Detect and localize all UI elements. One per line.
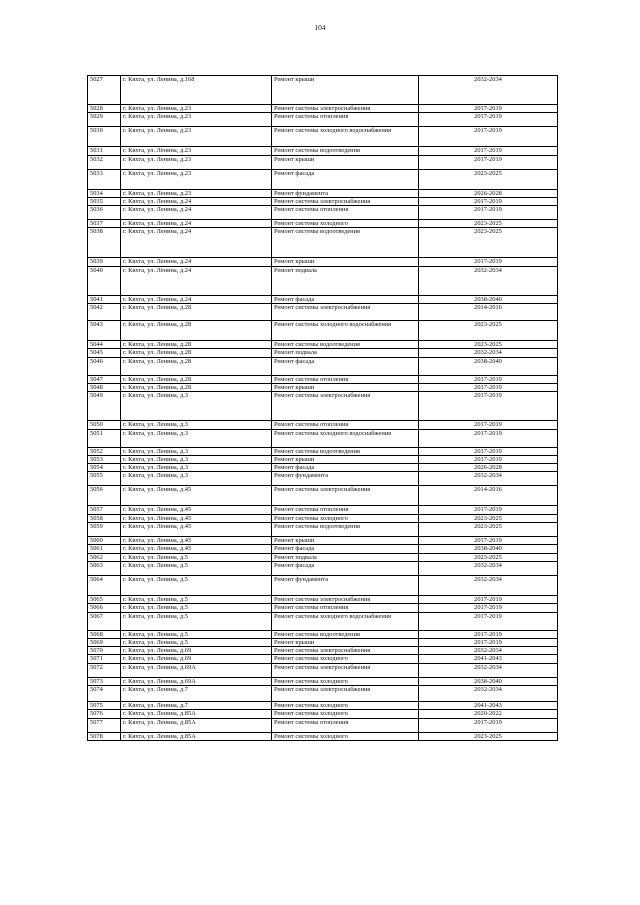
- table-row: [88, 537, 558, 545]
- table-row: [88, 630, 558, 638]
- row-address: г. Кяхта, ул. Ленина, д.5: [121, 575, 272, 595]
- row-number: 5055: [88, 472, 121, 486]
- row-work-type: Ремонт системы водоотведения: [272, 147, 419, 155]
- row-address: г. Кяхта, ул. Ленина, д.23: [121, 127, 272, 147]
- row-address: г. Кяхта, ул. Ленина, д.23: [121, 169, 272, 189]
- row-period: 2032-2034: [419, 663, 558, 677]
- row-address: г. Кяхта, ул. Ленина, д.28: [121, 304, 272, 321]
- row-period: 2026-2028: [419, 189, 558, 197]
- row-period: 2017-2019: [419, 147, 558, 155]
- row-number: 5031: [88, 147, 121, 155]
- row-work-type: Ремонт крыши: [272, 455, 419, 463]
- table-row: [88, 375, 558, 383]
- table-row: [88, 266, 558, 295]
- row-number: 5066: [88, 604, 121, 612]
- row-number: 5038: [88, 228, 121, 258]
- row-number: 5060: [88, 537, 121, 545]
- table-row: [88, 447, 558, 455]
- row-number: 5041: [88, 295, 121, 303]
- row-number: 5075: [88, 702, 121, 710]
- row-address: г. Кяхта, ул. Ленина, д.24: [121, 258, 272, 266]
- row-address: г. Кяхта, ул. Ленина, д.45: [121, 523, 272, 537]
- table-row: [88, 228, 558, 258]
- row-period: 2017-2019: [419, 127, 558, 147]
- row-number: 5063: [88, 561, 121, 575]
- row-period: 2023-2025: [419, 169, 558, 189]
- row-number: 5042: [88, 304, 121, 321]
- row-period: 2023-2025: [419, 523, 558, 537]
- row-work-type: Ремонт подвала: [272, 266, 419, 295]
- row-period: 2020-2022: [419, 710, 558, 718]
- row-number: 5039: [88, 258, 121, 266]
- row-work-type: Ремонт фасада: [272, 464, 419, 472]
- row-number: 5051: [88, 429, 121, 447]
- row-address: г. Кяхта, ул. Ленина, д.3: [121, 429, 272, 447]
- row-work-type: Ремонт системы отопления: [272, 718, 419, 732]
- row-work-type: Ремонт крыши: [272, 76, 419, 105]
- row-number: 5052: [88, 447, 121, 455]
- row-period: 2014-2016: [419, 486, 558, 506]
- row-address: г. Кяхта, ул. Ленина, д.28: [121, 383, 272, 391]
- row-work-type: Ремонт системы отопления: [272, 113, 419, 127]
- table-row: [88, 197, 558, 205]
- row-number: 5073: [88, 677, 121, 685]
- row-period: 2017-2019: [419, 447, 558, 455]
- table-row: [88, 392, 558, 421]
- table-row: [88, 472, 558, 486]
- row-number: 5059: [88, 523, 121, 537]
- row-address: г. Кяхта, ул. Ленина, д.45: [121, 545, 272, 553]
- row-address: г. Кяхта, ул. Ленина, д.69А: [121, 663, 272, 677]
- row-number: 5040: [88, 266, 121, 295]
- row-address: г. Кяхта, ул. Ленина, д.5: [121, 604, 272, 612]
- row-work-type: Ремонт системы холодного водоснабжения: [272, 429, 419, 447]
- table-row: [88, 341, 558, 349]
- row-address: г. Кяхта, ул. Ленина, д.69: [121, 655, 272, 663]
- table-row: [88, 638, 558, 646]
- row-number: 5074: [88, 686, 121, 702]
- row-period: 2017-2019: [419, 383, 558, 391]
- row-address: г. Кяхта, ул. Ленина, д.7: [121, 702, 272, 710]
- row-work-type: Ремонт системы холодного: [272, 655, 419, 663]
- row-address: г. Кяхта, ул. Ленина, д.24: [121, 197, 272, 205]
- row-period: 2017-2019: [419, 537, 558, 545]
- row-number: 5069: [88, 638, 121, 646]
- table-row: [88, 702, 558, 710]
- row-number: 5064: [88, 575, 121, 595]
- row-work-type: Ремонт системы электроснабжения: [272, 197, 419, 205]
- table-row: [88, 655, 558, 663]
- row-period: 2038-2040: [419, 295, 558, 303]
- table-row: [88, 455, 558, 463]
- row-address: г. Кяхта, ул. Ленина, д.7: [121, 686, 272, 702]
- table-row: [88, 663, 558, 677]
- row-period: 2032-2034: [419, 266, 558, 295]
- table-row: [88, 76, 558, 105]
- row-work-type: Ремонт системы холодного водоснабжения: [272, 127, 419, 147]
- row-work-type: Ремонт системы холодного: [272, 514, 419, 522]
- table-row: [88, 105, 558, 113]
- row-work-type: Ремонт системы холодного: [272, 220, 419, 228]
- row-period: 2032-2034: [419, 686, 558, 702]
- row-number: 5044: [88, 341, 121, 349]
- row-work-type: Ремонт фасада: [272, 357, 419, 375]
- row-period: 2017-2019: [419, 258, 558, 266]
- row-number: 5047: [88, 375, 121, 383]
- row-number: 5076: [88, 710, 121, 718]
- table-row: [88, 127, 558, 147]
- row-period: 2032-2034: [419, 647, 558, 655]
- row-work-type: Ремонт системы водоотведения: [272, 228, 419, 258]
- row-period: 2017-2019: [419, 155, 558, 169]
- row-period: 2017-2019: [419, 612, 558, 630]
- row-period: 2017-2019: [419, 197, 558, 205]
- row-number: 5033: [88, 169, 121, 189]
- table-row: [88, 575, 558, 595]
- row-work-type: Ремонт системы электроснабжения: [272, 392, 419, 421]
- row-work-type: Ремонт системы отопления: [272, 206, 419, 220]
- row-work-type: Ремонт фасада: [272, 561, 419, 575]
- table-row: [88, 295, 558, 303]
- row-number: 5030: [88, 127, 121, 147]
- row-work-type: Ремонт подвала: [272, 349, 419, 357]
- row-work-type: Ремонт системы холодного водоснабжения: [272, 612, 419, 630]
- table-row: [88, 321, 558, 341]
- row-number: 5053: [88, 455, 121, 463]
- table-row: [88, 147, 558, 155]
- row-address: г. Кяхта, ул. Ленина, д.23: [121, 147, 272, 155]
- row-address: г. Кяхта, ул. Ленина, д.3: [121, 392, 272, 421]
- table-row: [88, 732, 558, 740]
- row-period: 2017-2019: [419, 455, 558, 463]
- row-work-type: Ремонт системы холодного: [272, 702, 419, 710]
- row-address: г. Кяхта, ул. Ленина, д.24: [121, 206, 272, 220]
- row-period: 2017-2019: [419, 630, 558, 638]
- row-number: 5065: [88, 595, 121, 603]
- row-work-type: Ремонт системы водоотведения: [272, 447, 419, 455]
- row-number: 5056: [88, 486, 121, 506]
- table-row: [88, 189, 558, 197]
- row-work-type: Ремонт системы отопления: [272, 604, 419, 612]
- row-period: 2017-2019: [419, 595, 558, 603]
- row-number: 5071: [88, 655, 121, 663]
- row-period: 2041-2043: [419, 655, 558, 663]
- row-number: 5070: [88, 647, 121, 655]
- row-work-type: Ремонт системы электроснабжения: [272, 686, 419, 702]
- row-address: г. Кяхта, ул. Ленина, д.28: [121, 375, 272, 383]
- row-period: 2017-2019: [419, 105, 558, 113]
- row-address: г. Кяхта, ул. Ленина, д.5: [121, 595, 272, 603]
- row-number: 5036: [88, 206, 121, 220]
- table-row: [88, 429, 558, 447]
- row-address: г. Кяхта, ул. Ленина, д.3: [121, 421, 272, 429]
- table-row: [88, 677, 558, 685]
- row-work-type: Ремонт системы холодного: [272, 677, 419, 685]
- row-address: г. Кяхта, ул. Ленина, д.45: [121, 506, 272, 514]
- row-period: 2032-2034: [419, 561, 558, 575]
- row-number: 5028: [88, 105, 121, 113]
- row-number: 5072: [88, 663, 121, 677]
- row-period: 2014-2016: [419, 304, 558, 321]
- row-work-type: Ремонт системы водоотведения: [272, 630, 419, 638]
- row-work-type: Ремонт системы холодного: [272, 710, 419, 718]
- table-row: [88, 514, 558, 522]
- row-work-type: Ремонт фундамента: [272, 472, 419, 486]
- row-period: 2017-2019: [419, 604, 558, 612]
- row-number: 5048: [88, 383, 121, 391]
- row-address: г. Кяхта, ул. Ленина, д.23: [121, 189, 272, 197]
- row-address: г. Кяхта, ул. Ленина, д.3: [121, 447, 272, 455]
- row-address: г. Кяхта, ул. Ленина, д.24: [121, 295, 272, 303]
- row-number: 5062: [88, 553, 121, 561]
- row-period: 2038-2040: [419, 677, 558, 685]
- table-row: [88, 506, 558, 514]
- row-number: 5032: [88, 155, 121, 169]
- row-address: г. Кяхта, ул. Ленина, д.23: [121, 105, 272, 113]
- row-period: 2032-2034: [419, 575, 558, 595]
- table-row: [88, 612, 558, 630]
- table-row: [88, 357, 558, 375]
- row-work-type: Ремонт системы водоотведения: [272, 341, 419, 349]
- row-work-type: Ремонт фасада: [272, 169, 419, 189]
- row-period: 2017-2019: [419, 429, 558, 447]
- row-period: 2026-2028: [419, 464, 558, 472]
- row-address: г. Кяхта, ул. Ленина, д.24: [121, 266, 272, 295]
- row-period: 2017-2019: [419, 113, 558, 127]
- table-body: [88, 76, 558, 741]
- table-row: [88, 595, 558, 603]
- row-address: г. Кяхта, ул. Ленина, д.3: [121, 472, 272, 486]
- table-row: [88, 545, 558, 553]
- row-work-type: Ремонт системы электроснабжения: [272, 663, 419, 677]
- row-address: г. Кяхта, ул. Ленина, д.23: [121, 155, 272, 169]
- row-address: г. Кяхта, ул. Ленина, д.69А: [121, 677, 272, 685]
- row-number: 5058: [88, 514, 121, 522]
- row-period: 2017-2019: [419, 392, 558, 421]
- table-row: [88, 421, 558, 429]
- row-work-type: Ремонт системы электроснабжения: [272, 105, 419, 113]
- row-address: г. Кяхта, ул. Ленина, д.28: [121, 349, 272, 357]
- row-period: 2023-2025: [419, 514, 558, 522]
- row-number: 5078: [88, 732, 121, 740]
- table-row: [88, 258, 558, 266]
- table-row: [88, 647, 558, 655]
- row-work-type: Ремонт фундамента: [272, 575, 419, 595]
- row-period: 2017-2019: [419, 718, 558, 732]
- row-period: 2032-2034: [419, 76, 558, 105]
- row-work-type: Ремонт системы отопления: [272, 421, 419, 429]
- row-number: 5057: [88, 506, 121, 514]
- row-work-type: Ремонт крыши: [272, 258, 419, 266]
- row-address: г. Кяхта, ул. Ленина, д.85А: [121, 718, 272, 732]
- table-row: [88, 486, 558, 506]
- repair-schedule-table: [87, 75, 558, 741]
- table-row: [88, 169, 558, 189]
- table-row: [88, 383, 558, 391]
- table-row: [88, 604, 558, 612]
- row-address: г. Кяхта, ул. Ленина, д.3: [121, 455, 272, 463]
- row-period: 2023-2025: [419, 732, 558, 740]
- row-work-type: Ремонт крыши: [272, 537, 419, 545]
- table-row: [88, 523, 558, 537]
- row-period: 2023-2025: [419, 321, 558, 341]
- table-row: [88, 718, 558, 732]
- table-row: [88, 710, 558, 718]
- table-row: [88, 220, 558, 228]
- table-row: [88, 155, 558, 169]
- table-row: [88, 553, 558, 561]
- row-work-type: Ремонт системы холодного водоснабжения: [272, 321, 419, 341]
- table-row: [88, 561, 558, 575]
- row-period: 2017-2019: [419, 421, 558, 429]
- row-address: г. Кяхта, ул. Ленина, д.69: [121, 647, 272, 655]
- row-number: 5061: [88, 545, 121, 553]
- row-address: г. Кяхта, ул. Ленина, д.85А: [121, 710, 272, 718]
- row-number: 5050: [88, 421, 121, 429]
- row-address: г. Кяхта, ул. Ленина, д.5: [121, 612, 272, 630]
- row-address: г. Кяхта, ул. Ленина, д.5: [121, 553, 272, 561]
- row-number: 5043: [88, 321, 121, 341]
- row-period: 2017-2019: [419, 506, 558, 514]
- row-work-type: Ремонт системы электроснабжения: [272, 647, 419, 655]
- table-row: [88, 686, 558, 702]
- row-work-type: Ремонт системы электроснабжения: [272, 486, 419, 506]
- row-number: 5068: [88, 630, 121, 638]
- row-number: 5037: [88, 220, 121, 228]
- row-address: г. Кяхта, ул. Ленина, д.5: [121, 638, 272, 646]
- row-work-type: Ремонт фасада: [272, 545, 419, 553]
- row-work-type: Ремонт системы отопления: [272, 506, 419, 514]
- page-number: 104: [314, 23, 326, 32]
- row-work-type: Ремонт системы отопления: [272, 375, 419, 383]
- row-period: 2023-2025: [419, 220, 558, 228]
- row-work-type: Ремонт системы электроснабжения: [272, 595, 419, 603]
- row-number: 5046: [88, 357, 121, 375]
- row-address: г. Кяхта, ул. Ленина, д.24: [121, 228, 272, 258]
- row-work-type: Ремонт системы холодного: [272, 732, 419, 740]
- row-period: 2032-2034: [419, 472, 558, 486]
- table-row: [88, 206, 558, 220]
- row-work-type: Ремонт системы электроснабжения: [272, 304, 419, 321]
- row-number: 5034: [88, 189, 121, 197]
- row-period: 2023-2025: [419, 228, 558, 258]
- row-work-type: Ремонт фундамента: [272, 189, 419, 197]
- table-row: [88, 349, 558, 357]
- row-number: 5029: [88, 113, 121, 127]
- row-number: 5045: [88, 349, 121, 357]
- row-work-type: Ремонт системы водоотведения: [272, 523, 419, 537]
- row-number: 5054: [88, 464, 121, 472]
- row-number: 5035: [88, 197, 121, 205]
- row-period: 2017-2019: [419, 375, 558, 383]
- row-number: 5067: [88, 612, 121, 630]
- row-work-type: Ремонт подвала: [272, 553, 419, 561]
- row-address: г. Кяхта, ул. Ленина, д.85А: [121, 732, 272, 740]
- row-address: г. Кяхта, ул. Ленина, д.28: [121, 341, 272, 349]
- row-work-type: Ремонт фасада: [272, 295, 419, 303]
- row-period: 2038-2040: [419, 545, 558, 553]
- table-row: [88, 464, 558, 472]
- row-address: г. Кяхта, ул. Ленина, д.23: [121, 113, 272, 127]
- row-period: 2017-2019: [419, 206, 558, 220]
- row-work-type: Ремонт крыши: [272, 383, 419, 391]
- row-address: г. Кяхта, ул. Ленина, д.24: [121, 220, 272, 228]
- row-address: г. Кяхта, ул. Ленина, д.3: [121, 464, 272, 472]
- row-number: 5077: [88, 718, 121, 732]
- row-period: 2017-2019: [419, 638, 558, 646]
- row-period: 2023-2025: [419, 553, 558, 561]
- row-period: 2023-2025: [419, 341, 558, 349]
- row-address: г. Кяхта, ул. Ленина, д.168: [121, 76, 272, 105]
- row-address: г. Кяхта, ул. Ленина, д.45: [121, 537, 272, 545]
- row-period: 2041-2043: [419, 702, 558, 710]
- row-number: 5027: [88, 76, 121, 105]
- row-address: г. Кяхта, ул. Ленина, д.28: [121, 321, 272, 341]
- table-row: [88, 113, 558, 127]
- row-period: 2032-2034: [419, 349, 558, 357]
- row-work-type: Ремонт крыши: [272, 638, 419, 646]
- row-period: 2038-2040: [419, 357, 558, 375]
- row-address: г. Кяхта, ул. Ленина, д.5: [121, 630, 272, 638]
- row-address: г. Кяхта, ул. Ленина, д.28: [121, 357, 272, 375]
- table-row: [88, 304, 558, 321]
- row-work-type: Ремонт крыши: [272, 155, 419, 169]
- row-number: 5049: [88, 392, 121, 421]
- row-address: г. Кяхта, ул. Ленина, д.5: [121, 561, 272, 575]
- row-address: г. Кяхта, ул. Ленина, д.45: [121, 486, 272, 506]
- row-address: г. Кяхта, ул. Ленина, д.45: [121, 514, 272, 522]
